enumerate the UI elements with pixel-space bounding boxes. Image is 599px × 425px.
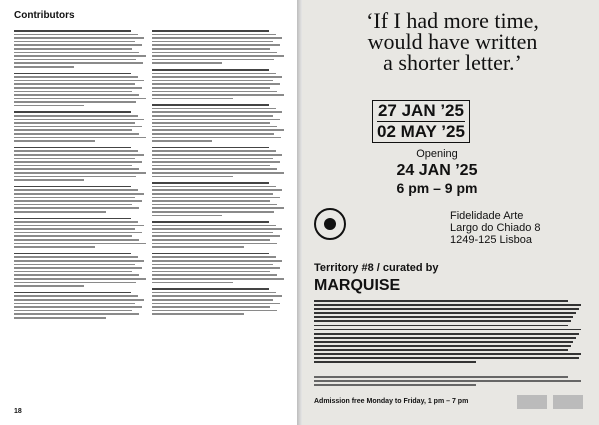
text-line-placeholder: [14, 154, 144, 156]
text-line-placeholder: [152, 41, 273, 43]
opening-label: Opening: [416, 148, 458, 160]
text-line-placeholder: [14, 62, 143, 64]
text-line-placeholder: [152, 129, 284, 131]
contributor-bio: [14, 147, 147, 181]
text-line-placeholder: [14, 176, 136, 178]
text-line-placeholder: [152, 182, 269, 184]
text-line-placeholder: [152, 150, 276, 152]
text-line-placeholder: [314, 361, 476, 363]
text-line-placeholder: [14, 197, 135, 199]
text-line-placeholder: [314, 380, 581, 382]
text-line-placeholder: [152, 147, 269, 149]
text-line-placeholder: [152, 260, 282, 262]
text-line-placeholder: [14, 310, 132, 312]
contributor-bio: [152, 253, 285, 283]
text-line-placeholder: [152, 204, 277, 206]
exhibition-dates: [372, 100, 470, 143]
text-line-placeholder: [14, 66, 74, 68]
text-line-placeholder: [152, 76, 282, 78]
text-line-placeholder: [14, 282, 136, 284]
text-line-placeholder: [14, 299, 144, 301]
text-line-placeholder: [314, 333, 579, 335]
text-line-placeholder: [14, 52, 139, 54]
text-line-placeholder: [14, 98, 146, 100]
text-line-placeholder: [14, 168, 139, 170]
text-line-placeholder: [14, 225, 144, 227]
text-line-placeholder: [152, 189, 282, 191]
text-line-placeholder: [14, 115, 138, 117]
text-line-placeholder: [14, 207, 139, 209]
poster-description: [314, 300, 584, 368]
text-line-placeholder: [152, 303, 280, 305]
text-line-placeholder: [14, 267, 142, 269]
text-line-placeholder: [314, 345, 571, 347]
text-line-placeholder: [14, 165, 132, 167]
text-line-placeholder: [14, 313, 139, 315]
text-line-placeholder: [314, 349, 568, 351]
text-line-placeholder: [152, 246, 244, 248]
text-line-placeholder: [314, 353, 581, 355]
text-line-placeholder: [152, 295, 282, 297]
text-line-placeholder: [14, 91, 132, 93]
text-line-placeholder: [314, 337, 576, 339]
text-line-placeholder: [14, 232, 142, 234]
text-line-placeholder: [152, 232, 273, 234]
text-line-placeholder: [152, 221, 269, 223]
text-line-placeholder: [152, 137, 281, 139]
contributor-bio: [152, 30, 285, 64]
text-line-placeholder: [14, 186, 131, 188]
text-line-placeholder: [152, 278, 284, 280]
text-line-placeholder: [14, 158, 135, 160]
text-line-placeholder: [152, 165, 270, 167]
text-line-placeholder: [152, 197, 280, 199]
text-line-placeholder: [14, 37, 144, 39]
text-line-placeholder: [14, 147, 131, 149]
text-line-placeholder: [314, 341, 573, 343]
text-line-placeholder: [152, 69, 269, 71]
text-line-placeholder: [152, 158, 273, 160]
venue-line: Largo do Chiado 8: [450, 222, 541, 234]
text-line-placeholder: [314, 376, 568, 378]
text-line-placeholder: [152, 140, 212, 142]
text-line-placeholder: [14, 73, 131, 75]
start-date: 27 JAN ’25: [377, 101, 464, 120]
text-line-placeholder: [152, 264, 273, 266]
text-line-placeholder: [152, 94, 284, 96]
text-line-placeholder: [152, 288, 269, 290]
text-line-placeholder: [14, 256, 138, 258]
text-line-placeholder: [314, 316, 573, 318]
bio-column-2: [152, 30, 285, 402]
contributor-bio: [14, 186, 147, 213]
text-line-placeholder: [14, 172, 146, 174]
text-line-placeholder: [152, 243, 277, 245]
text-line-placeholder: [14, 243, 146, 245]
text-line-placeholder: [152, 119, 280, 121]
text-line-placeholder: [14, 189, 138, 191]
text-line-placeholder: [314, 308, 579, 310]
contributor-bio: [152, 147, 285, 177]
contributors-page: [0, 0, 297, 425]
text-line-placeholder: [14, 274, 139, 276]
section-title: Contributors: [14, 10, 75, 21]
contributor-bio: [152, 221, 285, 248]
text-line-placeholder: [14, 260, 144, 262]
territory-label: Territory #8 / curated by: [314, 262, 439, 274]
text-line-placeholder: [14, 211, 106, 213]
text-line-placeholder: [14, 221, 138, 223]
text-line-placeholder: [152, 207, 284, 209]
text-line-placeholder: [152, 271, 270, 273]
text-line-placeholder: [14, 239, 139, 241]
text-line-placeholder: [152, 225, 276, 227]
text-line-placeholder: [14, 246, 95, 248]
contributor-bio: [152, 104, 285, 142]
text-line-placeholder: [152, 186, 276, 188]
text-line-placeholder: [14, 253, 131, 255]
poster-quote: [320, 10, 585, 73]
sponsor-logo: [517, 395, 547, 409]
text-line-placeholder: [152, 211, 274, 213]
text-line-placeholder: [152, 48, 270, 50]
quote-line: would have written: [367, 29, 538, 54]
contributor-bio: [14, 253, 147, 287]
contributor-bio: [14, 218, 147, 248]
text-line-placeholder: [14, 105, 84, 107]
text-line-placeholder: [14, 87, 142, 89]
text-line-placeholder: [152, 44, 280, 46]
opening-info: [342, 148, 532, 196]
text-line-placeholder: [14, 295, 138, 297]
text-line-placeholder: [152, 108, 276, 110]
end-date: 02 MAY ’25: [377, 122, 465, 141]
text-line-placeholder: [152, 313, 244, 315]
text-line-placeholder: [152, 193, 273, 195]
text-line-placeholder: [152, 306, 270, 308]
text-line-placeholder: [314, 357, 579, 359]
text-line-placeholder: [152, 111, 282, 113]
text-line-placeholder: [14, 150, 138, 152]
text-line-placeholder: [152, 154, 282, 156]
text-line-placeholder: [314, 304, 581, 306]
text-line-placeholder: [152, 267, 280, 269]
text-line-placeholder: [14, 235, 132, 237]
text-line-placeholder: [152, 30, 269, 32]
admission-info: Admission free Monday to Friday, 1 pm – 7 pm: [314, 398, 469, 405]
text-line-placeholder: [314, 329, 581, 331]
text-line-placeholder: [152, 310, 277, 312]
text-line-placeholder: [14, 200, 142, 202]
text-line-placeholder: [152, 161, 280, 163]
text-line-placeholder: [152, 133, 274, 135]
text-line-placeholder: [14, 137, 146, 139]
text-line-placeholder: [152, 59, 274, 61]
text-line-placeholder: [14, 140, 95, 142]
sponsor-logo: [553, 395, 583, 409]
text-line-placeholder: [152, 235, 280, 237]
text-line-placeholder: [14, 59, 136, 61]
text-line-placeholder: [152, 122, 270, 124]
text-line-placeholder: [14, 193, 144, 195]
contributor-bio: [152, 288, 285, 315]
text-line-placeholder: [314, 300, 568, 302]
curator-name: MARQUISE: [314, 277, 401, 294]
text-line-placeholder: [14, 55, 146, 57]
text-line-placeholder: [152, 115, 273, 117]
contributor-bio: [14, 111, 147, 141]
text-line-placeholder: [14, 126, 142, 128]
contributor-bio: [14, 30, 147, 68]
text-line-placeholder: [152, 256, 276, 258]
text-line-placeholder: [314, 325, 568, 327]
text-line-placeholder: [152, 126, 277, 128]
text-line-placeholder: [152, 104, 269, 106]
text-line-placeholder: [14, 30, 131, 32]
text-line-placeholder: [152, 228, 282, 230]
text-line-placeholder: [14, 80, 144, 82]
opening-time: 6 pm – 9 pm: [396, 180, 478, 196]
text-line-placeholder: [152, 52, 277, 54]
text-line-placeholder: [152, 80, 273, 82]
text-line-placeholder: [14, 264, 135, 266]
text-line-placeholder: [14, 278, 146, 280]
contributor-bio: [152, 182, 285, 216]
text-line-placeholder: [14, 48, 132, 50]
text-line-placeholder: [152, 83, 280, 85]
text-line-placeholder: [152, 34, 276, 36]
opening-date: 24 JAN ’25: [396, 162, 478, 179]
text-line-placeholder: [152, 87, 270, 89]
venue-logo-icon: [314, 208, 346, 240]
text-line-placeholder: [152, 282, 233, 284]
text-line-placeholder: [152, 274, 277, 276]
text-line-placeholder: [14, 133, 139, 135]
venue-address: [450, 210, 580, 246]
sponsor-logos: [517, 393, 592, 411]
text-line-placeholder: [14, 129, 132, 131]
text-line-placeholder: [152, 176, 233, 178]
text-line-placeholder: [152, 200, 270, 202]
text-line-placeholder: [314, 384, 476, 386]
text-line-placeholder: [14, 204, 132, 206]
text-line-placeholder: [14, 285, 84, 287]
bio-column-1: [14, 30, 147, 402]
text-line-placeholder: [152, 215, 222, 217]
text-line-placeholder: [14, 119, 144, 121]
text-line-placeholder: [152, 37, 282, 39]
text-line-placeholder: [152, 172, 284, 174]
venue-line: 1249-125 Lisboa: [450, 234, 532, 246]
text-line-placeholder: [14, 44, 142, 46]
text-line-placeholder: [14, 228, 135, 230]
text-line-placeholder: [14, 303, 135, 305]
text-line-placeholder: [152, 292, 276, 294]
text-line-placeholder: [152, 299, 273, 301]
text-line-placeholder: [14, 34, 138, 36]
page-number: 18: [14, 408, 22, 415]
text-line-placeholder: [14, 161, 142, 163]
quote-line: a shorter letter.’: [383, 50, 522, 75]
contributor-bio: [14, 73, 147, 107]
text-line-placeholder: [152, 239, 270, 241]
exhibition-poster-page: [302, 0, 599, 425]
text-line-placeholder: [14, 317, 106, 319]
text-line-placeholder: [152, 91, 277, 93]
text-line-placeholder: [14, 83, 135, 85]
quote-line: ‘If I had more time,: [366, 8, 539, 33]
text-line-placeholder: [14, 292, 131, 294]
text-line-placeholder: [152, 55, 284, 57]
text-line-placeholder: [14, 218, 131, 220]
contributor-bio: [152, 69, 285, 99]
contributor-bio: [14, 292, 147, 319]
text-line-placeholder: [14, 41, 135, 43]
text-line-placeholder: [14, 271, 132, 273]
text-line-placeholder: [152, 98, 233, 100]
text-line-placeholder: [14, 179, 84, 181]
text-line-placeholder: [152, 253, 269, 255]
text-line-placeholder: [14, 101, 136, 103]
text-line-placeholder: [14, 122, 135, 124]
text-line-placeholder: [152, 73, 276, 75]
text-line-placeholder: [14, 111, 131, 113]
text-line-placeholder: [314, 320, 571, 322]
text-line-placeholder: [14, 94, 139, 96]
text-line-placeholder: [14, 76, 138, 78]
text-line-placeholder: [14, 306, 142, 308]
text-line-placeholder: [314, 312, 576, 314]
text-line-placeholder: [152, 168, 277, 170]
poster-footnote: [314, 376, 584, 390]
venue-line: Fidelidade Arte: [450, 210, 524, 222]
text-line-placeholder: [152, 62, 222, 64]
